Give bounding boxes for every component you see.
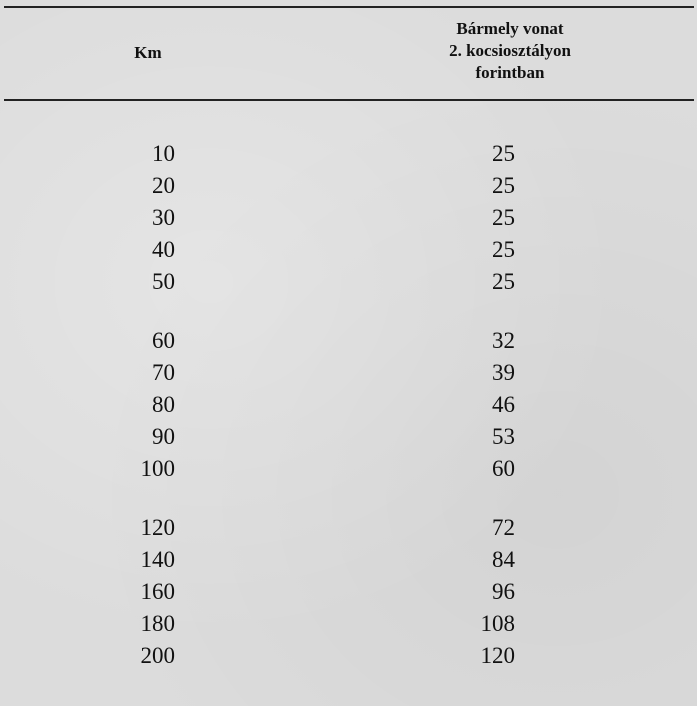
km-cell: 10: [152, 141, 175, 166]
price-cell: 46: [492, 392, 515, 417]
header-km: Km: [134, 43, 162, 62]
price-cell: 25: [492, 237, 515, 262]
km-cell: 90: [152, 424, 175, 449]
price-cell: 72: [492, 515, 515, 540]
km-cell: 60: [152, 328, 175, 353]
km-cell: 160: [140, 579, 175, 604]
price-cell: 32: [492, 328, 515, 353]
km-cell: 30: [152, 205, 175, 230]
header-price-line-2: 2. kocsiosztályon: [449, 41, 571, 60]
km-cell: 180: [140, 611, 175, 636]
price-cell: 25: [492, 205, 515, 230]
price-cell: 39: [492, 360, 515, 385]
price-cell: 25: [492, 269, 515, 294]
header-price-line-3: forintban: [475, 63, 545, 82]
km-cell: 80: [152, 392, 175, 417]
km-cell: 70: [152, 360, 175, 385]
km-cell: 140: [140, 547, 175, 572]
price-cell: 120: [480, 643, 515, 668]
price-cell: 84: [492, 547, 515, 572]
km-cell: 40: [152, 237, 175, 262]
km-cell: 200: [140, 643, 175, 668]
km-cell: 100: [140, 456, 175, 481]
price-cell: 53: [492, 424, 515, 449]
price-cell: 60: [492, 456, 515, 481]
km-cell: 20: [152, 173, 175, 198]
km-cell: 50: [152, 269, 175, 294]
price-cell: 25: [492, 141, 515, 166]
price-cell: 25: [492, 173, 515, 198]
price-cell: 96: [492, 579, 515, 604]
km-cell: 120: [140, 515, 175, 540]
header-price-line-1: Bármely vonat: [456, 19, 564, 38]
price-cell: 108: [480, 611, 515, 636]
